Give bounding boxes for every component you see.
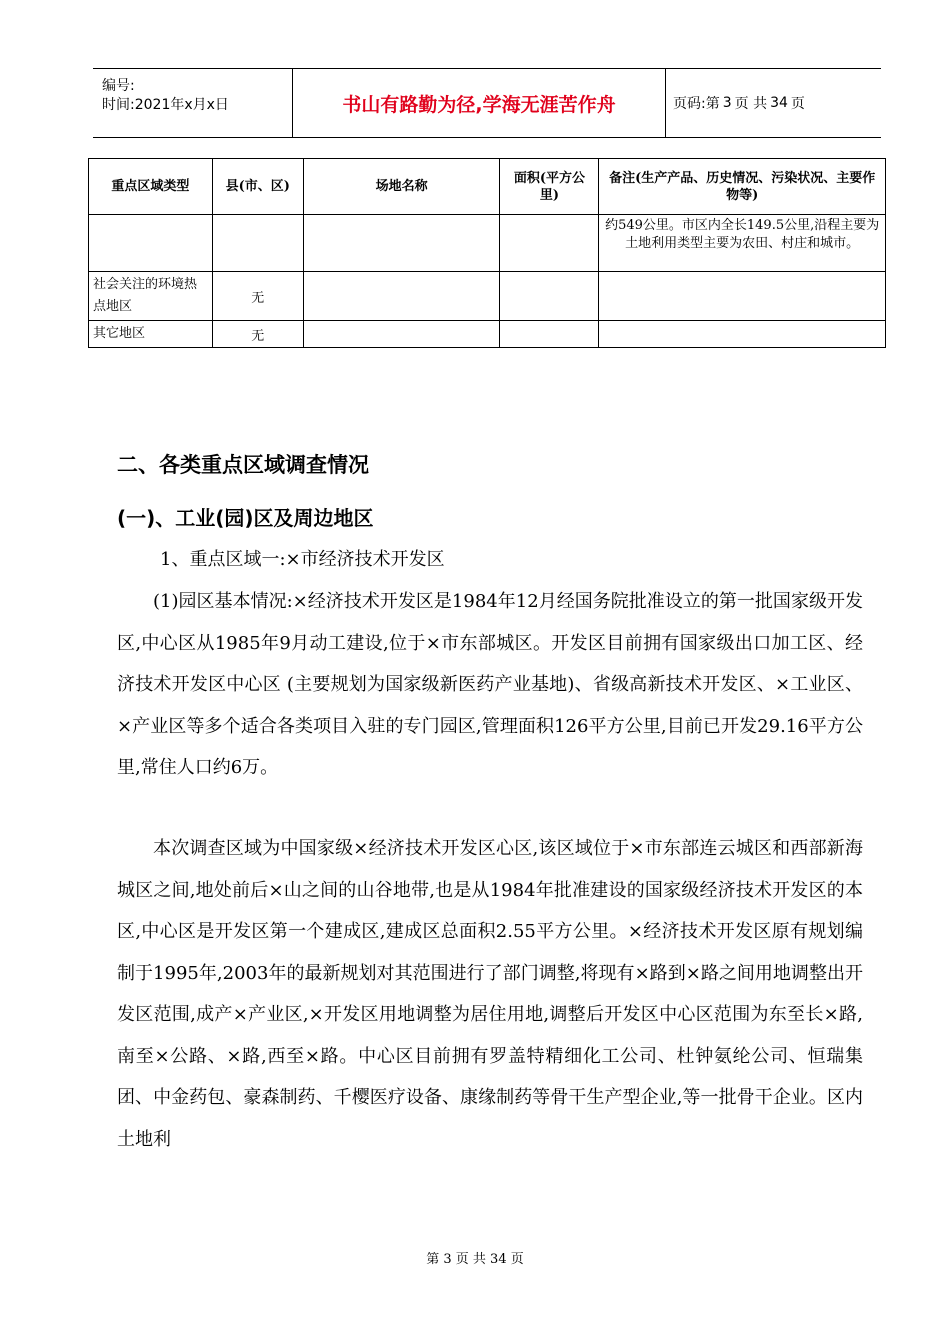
col-header-area: 面积(平方公里): [500, 159, 599, 215]
cell-area: [500, 321, 599, 348]
cell-area: [500, 215, 599, 272]
cell-site: [303, 272, 500, 321]
header-motto: 书山有路勤为径,学海无涯苦作舟: [293, 69, 666, 137]
table-row: [89, 272, 886, 321]
col-header-site: 场地名称: [303, 159, 500, 215]
page-suffix: 页: [790, 96, 805, 112]
col-header-type: 重点区域类型: [89, 159, 213, 215]
section-heading: 二、各类重点区域调查情况: [117, 453, 369, 477]
page-current: 3: [722, 95, 732, 111]
cell-type: 社会关注的环境热点地区: [89, 272, 213, 321]
page-footer: 第 3 页 共 34 页: [426, 1252, 524, 1267]
page-middle: 页 共: [734, 96, 768, 112]
header-page-number: [673, 69, 805, 137]
cell-area: [500, 272, 599, 321]
cell-note: [599, 321, 886, 348]
cell-type: 其它地区: [89, 321, 213, 348]
table-header-row: [89, 159, 886, 215]
page-header: [93, 68, 881, 138]
item-heading: 1、重点区域一:×市经济技术开发区: [160, 549, 445, 570]
col-header-county: 县(市、区): [212, 159, 303, 215]
page-prefix: 页码:第: [673, 96, 720, 112]
cell-county: 无: [212, 321, 303, 348]
header-meta: [93, 69, 293, 137]
page-total: 34: [770, 95, 788, 111]
paragraph-survey-area: 本次调查区域为中国家级×经济技术开发区心区,该区域位于×市东部连云城区和西部新海城区之间,地处前后×山之间的山谷地带,也是从1984年批准建设的国家级经济技术开发区的本区,中心区是开发区第一个建成区,建成区总面积2.55平方公里。×经济技术开发区原有规划编制于1995年,2003年的最新规划对其范围进行了部门调整,将现有×路到×路之间用地调整出开发区范围,成产×产业区,×开发区用地调整为居住用地,调整后开发区中心区范围为东至长×路,南至×公路、×路,西至×路。中心区目前拥有罗盖特精细化工公司、杜钟氨纶公司、恒瑞集团、中金药包、豪森制药、千樱医疗设备、康缘制药等骨干生产型企业,等一批骨干企业。区内土地利: [117, 838, 863, 1150]
cell-site: [303, 215, 500, 272]
table-row: [89, 321, 886, 348]
code-label: 编号:: [102, 78, 135, 94]
paragraph-park-overview: (1)园区基本情况:×经济技术开发区是1984年12月经国务院批准设立的第一批国家级开发区,中心区从1985年9月动工建设,位于×市东部城区。开发区目前拥有国家级出口加工区、经济技术开发区中心区 (主要规划为国家级新医药产业基地)、省级高新技术开发区、×工业区、×产业区等多个适合各类项目入驻的专门园区,管理面积126平方公里,目前已开发29.16平方公里,常住人口约6万。: [117, 591, 863, 778]
cell-note: 约549公里。市区内全长149.5公里,沿程主要为土地利用类型主要为农田、村庄和城市。: [599, 215, 886, 272]
region-table: [88, 158, 886, 348]
cell-county: [212, 215, 303, 272]
cell-site: [303, 321, 500, 348]
cell-type: [89, 215, 213, 272]
table-row: [89, 215, 886, 272]
section-subheading: (一)、工业(园)区及周边地区: [117, 506, 374, 530]
cell-county: 无: [212, 272, 303, 321]
cell-note: [599, 272, 886, 321]
col-header-note: 备注(生产产品、历史情况、污染状况、主要作物等): [599, 159, 886, 215]
time-label: 时间:2021年x月x日: [102, 97, 229, 113]
